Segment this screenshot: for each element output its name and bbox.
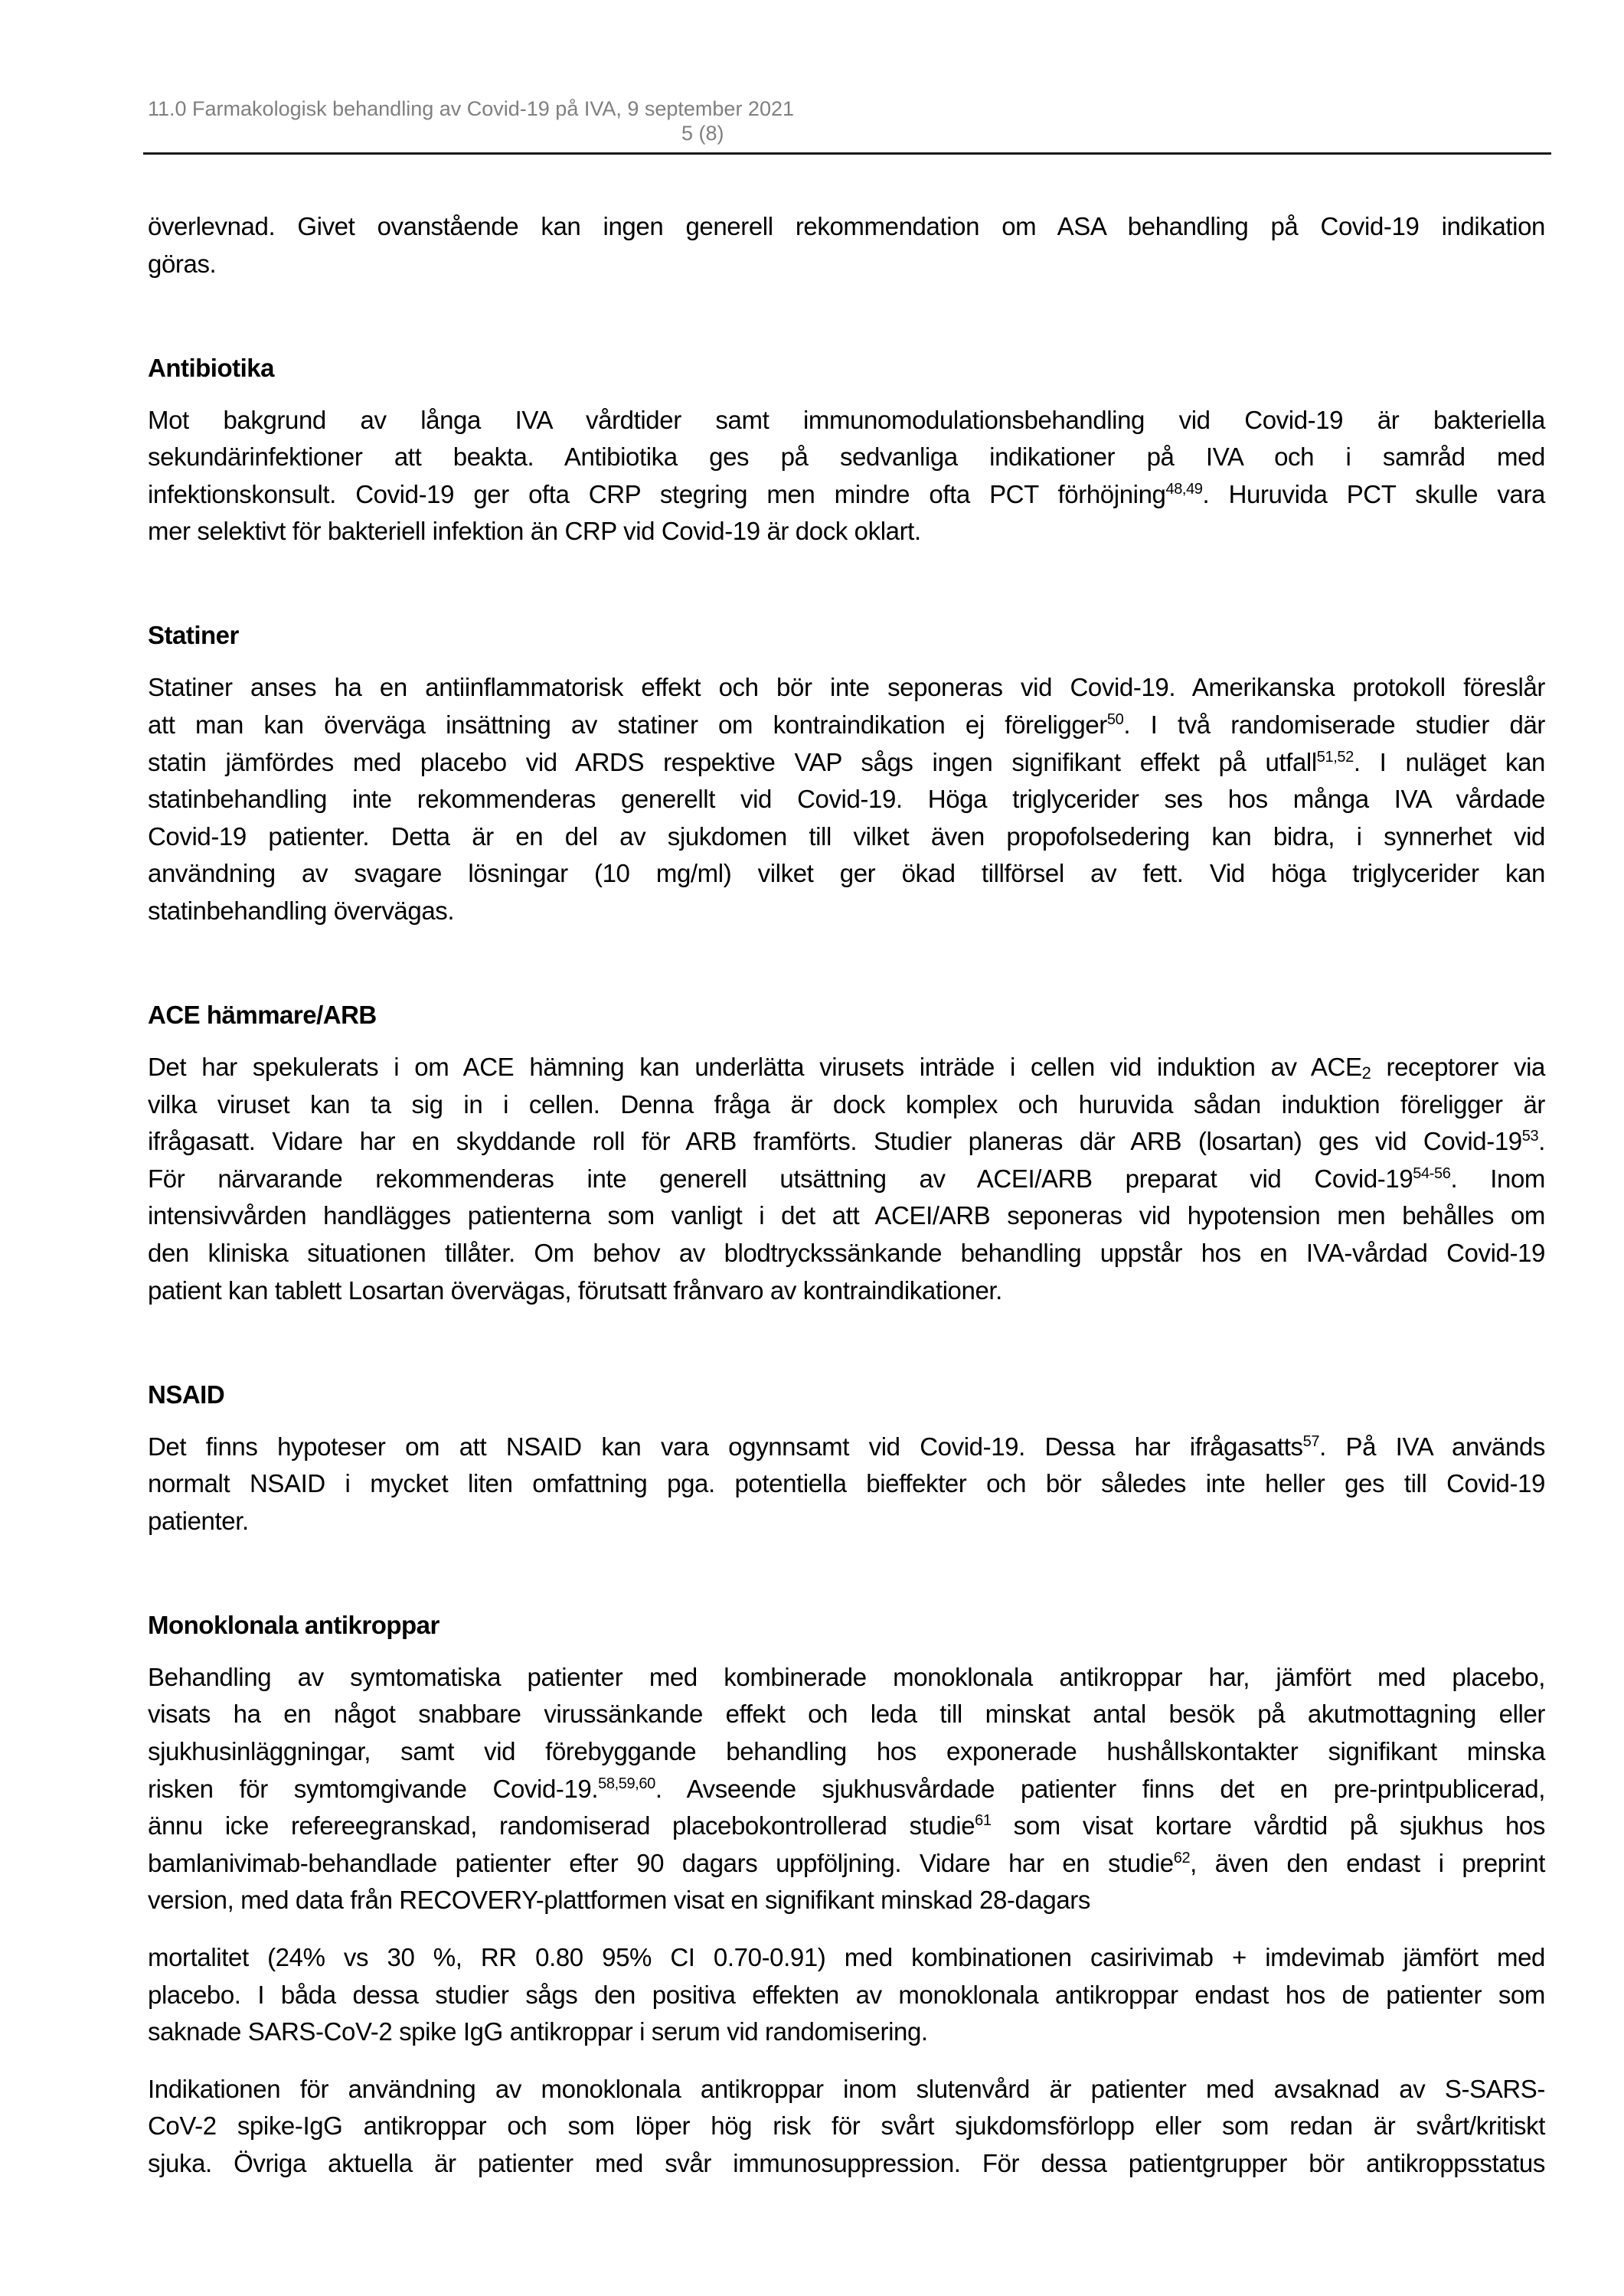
line-text: mer selektivt för bakteriell infektion än CRP vid Covid-19 är dock oklart. xyxy=(148,517,921,546)
line-text: statinbehandling inte rekommenderas generellt vid Covid-19. Höga triglycerider ses hos många IVA vårdade xyxy=(148,785,1545,814)
text-line xyxy=(148,781,1545,818)
text-line-content xyxy=(148,1049,1545,1086)
text-line xyxy=(148,818,1545,855)
text-line-content xyxy=(148,1086,1545,1123)
text-line xyxy=(148,208,1545,245)
text-line xyxy=(148,1939,1545,1976)
text-line-content xyxy=(148,208,1545,245)
text-line-content xyxy=(148,707,1545,743)
text-line-content xyxy=(148,2108,1545,2144)
line-text: Det har spekulerats i om ACE hämning kan underlätta virusets inträde i cellen vid induktion av ACE xyxy=(148,1053,1362,1081)
line-text-continued: som visat kortare vårdtid på sjukhus hos xyxy=(991,1811,1545,1840)
text-line xyxy=(148,1882,1545,1919)
text-line xyxy=(148,1235,1545,1272)
text-line-content xyxy=(148,855,1545,892)
text-line xyxy=(148,1086,1545,1123)
subscript: 2 xyxy=(1361,1063,1371,1083)
line-text: statin jämfördes med placebo vid ARDS respektive VAP sågs ingen signifikant effekt på utfall xyxy=(148,747,1317,776)
line-text-continued: . Huruvida PCT skulle vara xyxy=(1202,479,1545,508)
text-line xyxy=(148,1161,1545,1197)
text-line-content xyxy=(148,2145,1545,2182)
line-text-continued: receptorer via xyxy=(1371,1053,1545,1081)
line-text: patienter. xyxy=(148,1506,249,1535)
text-line-content xyxy=(148,513,921,550)
line-text-continued: . Avseende sjukhusvårdade patienter finns det en pre-printpublicerad, xyxy=(655,1774,1546,1803)
text-line xyxy=(148,707,1545,743)
text-line-content xyxy=(148,1272,1002,1309)
text-line xyxy=(148,439,1545,475)
text-line-content xyxy=(148,1123,1545,1160)
line-text: För närvarande rekommenderas inte generell utsättning av ACEI/ARB preparat vid Covid-19 xyxy=(148,1164,1413,1193)
text-line xyxy=(148,476,1545,513)
text-line xyxy=(148,855,1545,892)
citation-reference: 54-56 xyxy=(1413,1164,1451,1182)
text-line-content xyxy=(148,818,1545,855)
text-line xyxy=(148,1272,1545,1309)
line-text: göras. xyxy=(148,249,217,278)
text-line-content xyxy=(148,1696,1545,1733)
line-text: saknade SARS-CoV-2 spike IgG antikroppar i serum vid randomisering. xyxy=(148,2017,928,2046)
citation-reference: 61 xyxy=(975,1812,992,1830)
line-text: patient kan tablett Losartan övervägas, förutsatt frånvaro av kontraindikationer. xyxy=(148,1275,1002,1305)
line-text: mortalitet (24% vs 30 %, RR 0.80 95% CI 0.70-0.91) med kombinationen casirivimab + imdevimab jämfört med xyxy=(148,1943,1545,1971)
text-line-content xyxy=(148,1465,1545,1502)
section-heading: Antibiotika xyxy=(148,353,274,382)
text-line-content xyxy=(148,669,1545,706)
line-text: risken för symtomgivande Covid-19. xyxy=(148,1774,599,1803)
text-line xyxy=(148,1733,1545,1770)
line-text: sekundärinfektioner att beakta. Antibiotika ges på sedvanliga indikationer på IVA och i samråd med xyxy=(148,443,1545,472)
text-line xyxy=(148,669,1545,706)
citation-reference: 50 xyxy=(1106,711,1124,728)
text-line-content xyxy=(148,476,1545,513)
text-line-content xyxy=(148,1882,1090,1919)
text-line xyxy=(148,1808,1545,1844)
line-text: Covid-19 patienter. Detta är en del av sjukdomen till vilket även propofolsedering kan bidra, i synnerhet vid xyxy=(148,821,1545,851)
line-text-continued: . xyxy=(1538,1127,1545,1156)
text-line-content xyxy=(148,1771,1545,1808)
text-line-content xyxy=(148,1733,1545,1770)
text-line xyxy=(148,1429,1545,1465)
line-text: intensivvården handlägges patienterna som vanligt i det att ACEI/ARB seponeras vid hypotension men behålles om xyxy=(148,1201,1545,1230)
text-line xyxy=(148,2145,1545,2182)
line-text: Statiner anses ha en antiinflammatorisk effekt och bör inte seponeras vid Covid-19. Amerikanska protokoll föreslår xyxy=(148,673,1545,702)
text-line xyxy=(148,1465,1545,1502)
text-line-content xyxy=(148,1659,1545,1696)
line-text: visats ha en något snabbare virussänkande effekt och leda till minskat antal besök på akutmottagning eller xyxy=(148,1700,1545,1729)
text-line-content xyxy=(148,2071,1545,2108)
text-line xyxy=(148,1771,1545,1808)
text-line xyxy=(148,402,1545,439)
section-heading: Statiner xyxy=(148,621,239,650)
page-number: 5 (8) xyxy=(681,122,724,145)
document-title: 11.0 Farmakologisk behandling av Covid-19 på IVA, 9 september 2021 xyxy=(148,97,795,120)
text-line-content xyxy=(148,2013,928,2050)
text-line-content xyxy=(148,439,1545,475)
citation-reference: 57 xyxy=(1302,1432,1320,1450)
line-text: placebo. I båda dessa studier sågs den positiva effekten av monoklonala antikroppar endast hos de patienter som xyxy=(148,1980,1545,2009)
line-text: ifrågasatt. Vidare har en skyddande roll för ARB framförts. Studier planeras där ARB (losartan) ges vid Covid-19 xyxy=(148,1127,1522,1156)
line-text: sjuka. Övriga aktuella är patienter med svår immunosuppression. För dessa patientgrupper bör antikroppsstatus xyxy=(148,2149,1545,2177)
text-line-content xyxy=(148,893,454,929)
line-text: version, med data från RECOVERY-plattformen visat en signifikant minskad 28-dagars xyxy=(148,1886,1090,1915)
text-line xyxy=(148,1845,1545,1882)
text-line xyxy=(148,1659,1545,1696)
citation-reference: 53 xyxy=(1521,1128,1539,1145)
text-line-content xyxy=(148,1429,1545,1465)
line-text: Mot bakgrund av långa IVA vårdtider samt immunomodulationsbehandling vid Covid-19 är bakteriella xyxy=(148,405,1545,434)
text-line-content xyxy=(148,1845,1545,1882)
line-text: Det finns hypoteser om att NSAID kan vara ogynnsamt vid Covid-19. Dessa har ifrågasatts xyxy=(148,1432,1303,1461)
text-line xyxy=(148,1977,1545,2013)
text-line-content xyxy=(148,1161,1545,1197)
text-line xyxy=(148,1197,1545,1234)
line-text: Indikationen för användning av monoklonala antikroppar inom slutenvård är patienter med avsaknad av S-SARS- xyxy=(148,2074,1545,2103)
line-text: bamlanivimab-behandlade patienter efter 90 dagars uppföljning. Vidare har en studie xyxy=(148,1848,1174,1877)
section-heading: ACE hämmare/ARB xyxy=(148,1001,377,1029)
text-line-content xyxy=(148,1808,1545,1844)
text-line-content xyxy=(148,1977,1545,2013)
text-line-content xyxy=(148,1503,249,1540)
text-line-content xyxy=(148,1197,1545,1234)
line-text: normalt NSAID i mycket liten omfattning pga. potentiella bieffekter och bör således inte heller ges till Covid-19 xyxy=(148,1469,1545,1498)
text-line xyxy=(148,246,1545,283)
line-text-continued: . I två randomiserade studier där xyxy=(1123,710,1545,739)
line-text: infektionskonsult. Covid-19 ger ofta CRP stegring men mindre ofta PCT förhöjning xyxy=(148,479,1166,508)
citation-reference: 58,59,60 xyxy=(598,1775,655,1792)
line-text-continued: , även den endast i preprint xyxy=(1190,1848,1546,1877)
text-line xyxy=(148,1696,1545,1733)
line-text: CoV-2 spike-IgG antikroppar och som löper hög risk för svårt sjukdomsförlopp eller som redan är svårt/kritiskt xyxy=(148,2111,1545,2141)
text-line xyxy=(148,513,1545,550)
text-line-content xyxy=(148,781,1545,818)
line-text: användning av svagare lösningar (10 mg/ml) vilket ger ökad tillförsel av fett. Vid höga triglycerider kan xyxy=(148,859,1545,888)
citation-reference: 51,52 xyxy=(1316,748,1354,766)
line-text: ännu icke refereegranskad, randomiserad placebokontrollerad studie xyxy=(148,1811,975,1840)
line-text-continued: . I nuläget kan xyxy=(1353,747,1545,776)
text-line xyxy=(148,2071,1545,2108)
line-text: den kliniska situationen tillåter. Om behov av blodtryckssänkande behandling uppstår hos en IVA-vårdad Covid-19 xyxy=(148,1239,1545,1267)
text-line-content xyxy=(148,1235,1545,1272)
text-line-content xyxy=(148,402,1545,439)
text-line xyxy=(148,1503,1545,1540)
page-header xyxy=(148,96,1557,145)
text-line xyxy=(148,744,1545,781)
text-line-content xyxy=(148,246,216,283)
line-text: sjukhusinläggningar, samt vid förebyggande behandling hos exponerade hushållskontakter signifikant minska xyxy=(148,1737,1545,1765)
text-line xyxy=(148,2108,1545,2144)
header-divider xyxy=(143,152,1551,155)
text-line xyxy=(148,1049,1545,1086)
line-text-continued: . På IVA används xyxy=(1319,1432,1545,1461)
citation-reference: 62 xyxy=(1173,1849,1191,1867)
line-text: vilka viruset kan ta sig in i cellen. Denna fråga är dock komplex och huruvida sådan induktion föreligger är xyxy=(148,1089,1545,1119)
text-line xyxy=(148,2013,1545,2050)
text-line xyxy=(148,1123,1545,1160)
line-text: Behandling av symtomatiska patienter med kombinerade monoklonala antikroppar har, jämfört med placebo, xyxy=(148,1662,1545,1691)
section-heading: Monoklonala antikroppar xyxy=(148,1610,439,1639)
citation-reference: 48,49 xyxy=(1165,480,1203,498)
text-line-content xyxy=(148,1939,1545,1976)
section-heading: NSAID xyxy=(148,1380,225,1409)
line-text: att man kan överväga insättning av statiner om kontraindikation ej föreligger xyxy=(148,710,1107,739)
text-line-content xyxy=(148,744,1545,781)
text-line xyxy=(148,893,1545,929)
line-text: statinbehandling övervägas. xyxy=(148,897,455,925)
line-text: överlevnad. Givet ovanstående kan ingen generell rekommendation om ASA behandling på Covid-19 indikation xyxy=(148,212,1545,240)
line-text-continued: . Inom xyxy=(1450,1164,1545,1193)
